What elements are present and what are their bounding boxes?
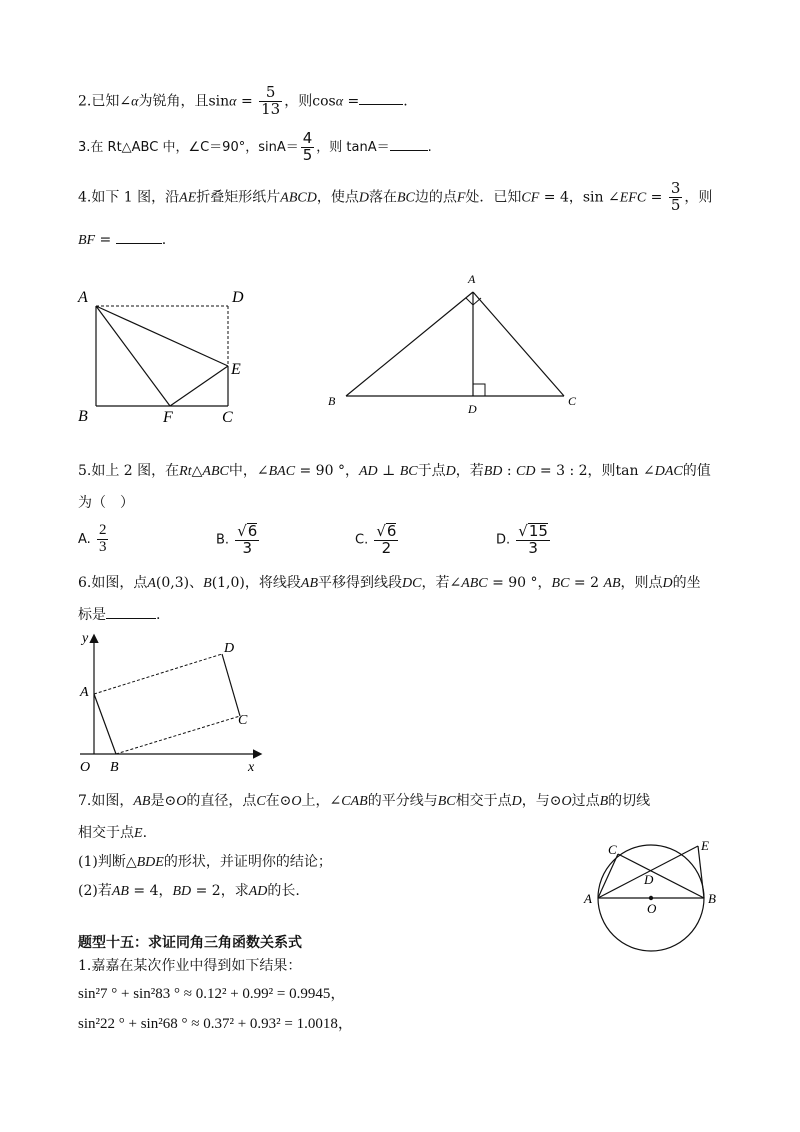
- q5-text-j: 的值: [682, 463, 711, 479]
- figure-2-right-triangle: [320, 265, 600, 425]
- q4-bf: BF: [78, 233, 96, 248]
- question-7-part-2: [78, 880, 300, 900]
- q7-part1-b: 的形状，并证明你的结论；: [163, 854, 332, 870]
- q7-line2-b: .: [142, 825, 148, 841]
- fig2-label-d: D: [468, 402, 477, 416]
- q7-ab: AB: [133, 794, 151, 809]
- fig4-label-d: D: [644, 872, 654, 887]
- q6-line2: 标是: [78, 607, 106, 623]
- q5-option-a-den: 3: [98, 538, 107, 555]
- q6-text-h: ，则点: [620, 575, 663, 591]
- q5-line2: 为（ ）: [78, 495, 134, 511]
- fig2-label-b: B: [328, 394, 336, 408]
- q3-den: 5: [302, 145, 313, 164]
- q4-bc: BC: [396, 190, 415, 206]
- equation-line-2: sin²22 ° + sin²68 ° ≈ 0.37² + 0.93² = 1.0018，: [78, 1016, 353, 1032]
- q5-option-b-label: B.: [216, 532, 230, 548]
- q7-text-e: 上，∠: [301, 793, 342, 809]
- q2-prefix: 2.已知∠: [78, 93, 132, 110]
- q5-option-a-num: 2: [98, 522, 107, 538]
- q5-text-d: = 90 °，: [295, 463, 359, 479]
- q5-option-d-den: 3: [528, 538, 538, 557]
- q2-mid1: 为锐角，且: [138, 93, 209, 110]
- q5-option-c-num: 6: [386, 522, 397, 540]
- q5-bc: BC: [399, 464, 418, 479]
- q2-fraction: [259, 85, 282, 118]
- q7-text-b: 是⊙: [150, 793, 177, 809]
- q2-alpha: α: [131, 94, 139, 110]
- q7-text-h: ，与⊙: [521, 793, 562, 809]
- q6-text-g: = 2: [569, 575, 604, 591]
- fig1-label-a: A: [78, 289, 88, 306]
- question-5-line-1: [78, 460, 711, 480]
- q2-answer-blank[interactable]: [359, 104, 403, 105]
- q5-option-c[interactable]: [355, 523, 400, 557]
- fig4-label-b: B: [708, 891, 716, 906]
- q5-text-e: ⊥: [377, 463, 400, 479]
- q2-alpha-2: α: [229, 94, 237, 110]
- q6-text-b: (0,3)、: [155, 575, 204, 591]
- q6-dc: DC: [402, 576, 422, 591]
- q4-efc: EFC: [619, 190, 647, 206]
- q5-option-d-num: 15: [528, 522, 548, 540]
- figure-3-coordinate-plane: [70, 628, 270, 778]
- q7-bde: BDE: [136, 855, 164, 870]
- q4-fraction: [669, 181, 683, 214]
- q5-abc: ABC: [202, 464, 229, 479]
- question-7-line-1: [78, 790, 650, 810]
- q6-text-d: 平移得到线段: [318, 575, 402, 591]
- fig1-label-d: D: [232, 289, 244, 306]
- q5-option-b-den: 3: [242, 538, 253, 557]
- q4-text-i: ，则: [684, 189, 713, 206]
- q3-answer-blank[interactable]: [390, 150, 428, 151]
- q2-mid2: ，则: [284, 93, 313, 110]
- q7-c: C: [256, 794, 266, 809]
- fig3-label-c: C: [238, 713, 248, 728]
- q7-d: D: [511, 794, 522, 809]
- q5-d: D: [445, 464, 456, 479]
- q3-num: 4: [302, 129, 313, 147]
- fig1-label-f: F: [163, 409, 173, 426]
- q7-part2-a: (2)若: [78, 883, 112, 899]
- q5-bd: BD: [483, 464, 503, 479]
- q5-bac: BAC: [268, 464, 296, 479]
- fig4-label-a: A: [584, 891, 592, 906]
- q4-text-b: 折叠矩形纸片: [196, 189, 281, 206]
- q6-text-i: 的坐: [672, 575, 701, 591]
- question-7-line-2: [78, 822, 147, 842]
- question-6-line-1: [78, 572, 701, 592]
- q4-num: 3: [670, 179, 681, 197]
- q4-cf: CF: [521, 190, 540, 206]
- q4-text-d: 落在: [368, 189, 397, 206]
- q4-den: 5: [670, 195, 681, 214]
- q5-text-b: △: [191, 463, 203, 479]
- q7-text-c: 的直径，点: [186, 793, 257, 809]
- q5-option-c-label: C.: [355, 532, 369, 548]
- q5-option-d-sqrt: √: [518, 522, 528, 540]
- q5-option-a[interactable]: [78, 523, 110, 556]
- q6-answer-blank[interactable]: [106, 618, 156, 619]
- fig3-label-b: B: [110, 760, 119, 775]
- q3-fraction: [301, 131, 315, 164]
- q5-option-b-fraction: [235, 523, 259, 557]
- q6-tail: .: [156, 607, 161, 623]
- q4-text-c: ，使点: [316, 189, 359, 206]
- question-3: [78, 131, 432, 164]
- q5-option-b[interactable]: [216, 523, 261, 557]
- fig2-label-c: C: [568, 394, 577, 408]
- fig1-label-c: C: [222, 409, 233, 426]
- q7-part1-a: (1)判断△: [78, 854, 137, 870]
- q5-option-a-label: A.: [78, 531, 91, 547]
- q4-text-a: 4.如下 1 图，沿: [78, 189, 180, 206]
- fig1-label-e: E: [231, 361, 241, 378]
- q5-rt: Rt: [179, 464, 192, 479]
- fig3-label-y: y: [82, 631, 89, 646]
- q7-part2-b: = 4，: [128, 883, 173, 899]
- q6-text-c: (1,0)，将线段: [211, 575, 301, 591]
- fig3-label-x: x: [248, 760, 255, 775]
- q6-a: A: [147, 576, 156, 591]
- q4-d: D: [358, 190, 369, 206]
- q7-text-a: 7.如图，: [78, 793, 134, 809]
- q6-ab: AB: [300, 576, 318, 591]
- q6-bc: BC: [551, 576, 570, 591]
- equation-line-1: sin²7 ° + sin²83 ° ≈ 0.12² + 0.99² = 0.9945，: [78, 986, 346, 1002]
- q7-part2-d: 的长.: [267, 883, 300, 899]
- q2-sin: sin: [208, 93, 230, 110]
- fig1-label-b: B: [78, 408, 88, 425]
- q7-o: O: [176, 794, 187, 809]
- q3-prefix: 3.在 Rt△ABC 中，∠C＝90°，sinA＝: [78, 139, 299, 155]
- question-2: [78, 85, 408, 118]
- q6-text-a: 6.如图，点: [78, 575, 148, 591]
- q2-cos: cos: [312, 93, 336, 110]
- question-4-line-2: [78, 232, 166, 249]
- q7-text-g: 相交于点: [455, 793, 512, 809]
- q5-option-d-fraction: [516, 523, 550, 557]
- q5-option-d-label: D.: [496, 532, 511, 548]
- figure-1-rectangle-fold: [70, 280, 270, 430]
- q5-text-h: :: [502, 463, 517, 479]
- q6-b: B: [203, 576, 212, 591]
- q6-abc: ABC: [461, 576, 488, 591]
- section-intro: 1.嘉嘉在某次作业中得到如下结果：: [78, 958, 302, 974]
- q5-text-i: = 3 : 2，则tan ∠: [535, 463, 655, 479]
- q5-option-a-fraction: [97, 523, 109, 556]
- q4-text-h: =: [646, 189, 667, 206]
- fig4-label-e: E: [701, 838, 709, 853]
- q7-text-i: 过点: [571, 793, 600, 809]
- q4-answer-blank[interactable]: [116, 243, 162, 244]
- q5-option-b-num: 6: [247, 522, 258, 540]
- q7-text-f: 的平分线与: [367, 793, 438, 809]
- q5-text-f: 于点: [417, 463, 446, 479]
- q7-part2-c: = 2，求: [191, 883, 249, 899]
- fig4-label-o: O: [647, 901, 657, 916]
- q5-option-c-sqrt: √: [376, 522, 386, 540]
- q4-line2: =: [95, 232, 116, 248]
- q7-cab: CAB: [341, 794, 368, 809]
- q6-text-f: = 90 °，: [487, 575, 552, 591]
- q4-f: F: [456, 190, 466, 206]
- q5-text-c: 中，∠: [228, 463, 269, 479]
- fig2-label-a: A: [468, 272, 476, 286]
- q4-ae: AE: [179, 190, 197, 206]
- q6-d: D: [662, 576, 673, 591]
- question-4-line-1: [78, 181, 712, 214]
- q5-option-c-den: 2: [381, 538, 392, 557]
- q7-line2-a: 相交于点: [78, 825, 134, 841]
- fig4-label-c: C: [608, 842, 617, 857]
- q4-text-e: 边的点: [414, 189, 457, 206]
- q6-text-e: ，若∠: [421, 575, 462, 591]
- q7-text-d: 在⊙: [265, 793, 292, 809]
- q5-text-a: 5.如上 2 图，在: [78, 463, 180, 479]
- q5-cd: CD: [516, 464, 536, 479]
- q7-b: B: [599, 794, 609, 809]
- q3-mid: ，则 tanA＝: [316, 139, 390, 155]
- q2-tail: .: [403, 93, 408, 110]
- q5-ad: AD: [358, 464, 378, 479]
- q7-bc: BC: [437, 794, 456, 809]
- q5-option-d[interactable]: [496, 523, 552, 557]
- q5-dac: DAC: [654, 464, 683, 479]
- q2-num: 5: [259, 85, 282, 102]
- q2-alpha-3: α: [335, 94, 344, 110]
- q7-o-2: O: [291, 794, 302, 809]
- q7-ab-3: AB: [111, 884, 129, 899]
- question-5-line-2: [78, 492, 134, 512]
- q7-bd: BD: [172, 884, 192, 899]
- fig3-label-d: D: [224, 641, 235, 656]
- fig3-label-a: A: [80, 685, 89, 700]
- q7-text-j: 的切线: [608, 793, 651, 809]
- q7-o-3: O: [561, 794, 572, 809]
- q2-den: 13: [261, 99, 281, 118]
- q4-text-f: 处．已知: [465, 189, 522, 206]
- q5-option-c-fraction: [374, 523, 398, 557]
- fig3-label-o: O: [80, 760, 91, 775]
- q2-eq: =: [236, 93, 258, 110]
- q7-e: E: [134, 826, 143, 841]
- q3-tail: .: [427, 139, 432, 155]
- question-6-line-2: [78, 604, 160, 624]
- question-7-part-1: [78, 851, 332, 871]
- figure-4-circle: [578, 832, 728, 972]
- q7-ad: AD: [248, 884, 268, 899]
- q5-option-b-sqrt: √: [237, 522, 247, 540]
- q2-end: =: [343, 93, 360, 110]
- section-heading: 题型十五：求证同角三角函数关系式: [78, 935, 302, 951]
- q6-ab-2: AB: [603, 576, 621, 591]
- q5-text-g: ，若: [455, 463, 484, 479]
- q4-text-g: = 4，sin ∠: [539, 189, 620, 206]
- q4-tail: .: [161, 232, 167, 248]
- q4-abcd: ABCD: [280, 190, 317, 206]
